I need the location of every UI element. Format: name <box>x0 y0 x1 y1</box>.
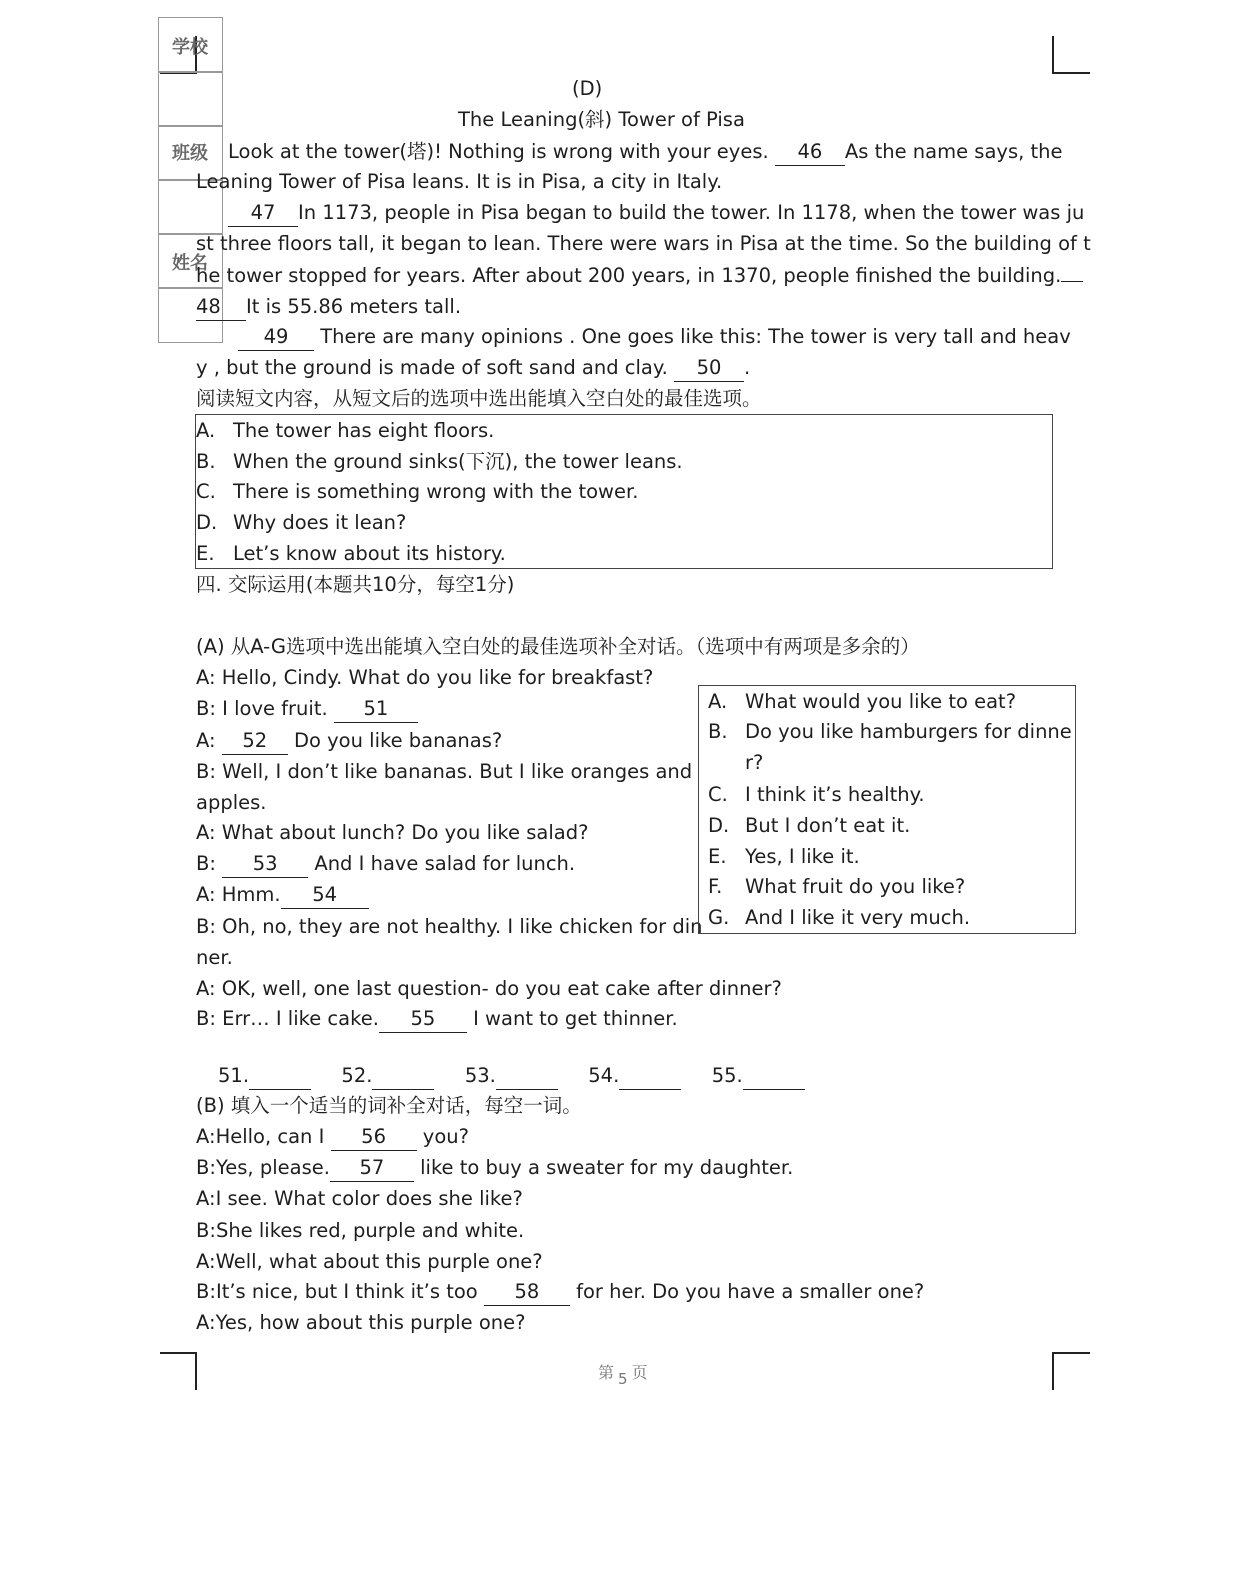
blank-56[interactable]: 56 <box>331 1124 417 1151</box>
answer-55[interactable]: 55. <box>712 1064 805 1087</box>
option-a-G: G. And I like it very much. <box>708 906 971 929</box>
crop-mark-bottom-left <box>160 1352 197 1390</box>
option-d-B: B. When the ground sinks(下沉), the tower leans. <box>196 450 683 473</box>
section-4-title: 四. 交际运用(本题共10分，每空1分) <box>196 573 515 596</box>
blank-58[interactable]: 58 <box>484 1279 570 1306</box>
blank-54[interactable]: 54 <box>281 882 369 909</box>
side-box-2 <box>158 71 223 127</box>
blank-49[interactable]: 49 <box>238 324 314 351</box>
blank-50[interactable]: 50 <box>674 355 744 382</box>
page-number: 第 5 页 <box>598 1363 648 1388</box>
option-d-C: C. There is something wrong with the tower. <box>196 480 639 503</box>
passage-line-7: 49 There are many opinions . One goes like this: The tower is very tall and heav <box>238 324 1071 351</box>
option-d-E: E. Let’s know about its history. <box>196 542 506 565</box>
option-a-C: C. I think it’s healthy. <box>708 783 925 806</box>
answer-53[interactable]: 53. <box>465 1064 558 1087</box>
dialogue-b-6: B:It’s nice, but I think it’s too 58 for her. Do you have a smaller one? <box>196 1279 924 1306</box>
dialogue-a-1: A: Hello, Cindy. What do you like for breakfast? <box>196 666 654 689</box>
answer-54[interactable]: 54. <box>588 1064 681 1087</box>
passage-line-1: Look at the tower(塔)! Nothing is wrong with your eyes. 46 As the name says, the <box>228 139 1063 166</box>
dialogue-b-7: A:Yes, how about this purple one? <box>196 1311 526 1334</box>
answer-52[interactable]: 52. <box>341 1064 434 1087</box>
name-label: 姓名 <box>172 253 208 274</box>
passage-title: The Leaning(斜) Tower of Pisa <box>458 108 745 131</box>
option-a-F: F. What fruit do you like? <box>708 875 966 898</box>
blank-51[interactable]: 51 <box>334 696 418 723</box>
dialogue-a-8b: ner. <box>196 946 233 969</box>
part-b-instruction: (B) 填入一个适当的词补全对话，每空一词。 <box>196 1094 582 1117</box>
dialogue-a-5: A: What about lunch? Do you like salad? <box>196 821 589 844</box>
dialogue-b-5: A:Well, what about this purple one? <box>196 1250 543 1273</box>
dialogue-a-6: B: 53 And I have salad for lunch. <box>196 851 575 878</box>
dialogue-a-9: A: OK, well, one last question- do you eat cake after dinner? <box>196 977 782 1000</box>
passage-line-5: he tower stopped for years. After about 200 years, in 1370, people finished the building. <box>196 263 1083 289</box>
crop-mark-top-right <box>1052 36 1090 74</box>
answer-row <box>218 1063 805 1090</box>
option-a-A: A. What would you like to eat? <box>708 690 1017 713</box>
dialogue-a-2: B: I love fruit. 51 <box>196 696 418 723</box>
blank-48[interactable]: 48 <box>196 294 246 321</box>
option-a-D: D. But I don’t eat it. <box>708 814 911 837</box>
school-label: 学校 <box>172 37 208 58</box>
answer-51[interactable]: 51. <box>218 1064 311 1087</box>
blank-46[interactable]: 46 <box>775 139 845 166</box>
dialogue-a-7: A: Hmm. 54 <box>196 882 369 909</box>
passage-line-3: 47 In 1173, people in Pisa began to build the tower. In 1178, when the tower was ju <box>228 200 1084 227</box>
passage-line-2: Leaning Tower of Pisa leans. It is in Pisa, a city in Italy. <box>196 170 723 193</box>
class-label: 班级 <box>172 143 208 164</box>
dialogue-a-3: A: 52 Do you like bananas? <box>196 728 502 755</box>
passage-line-8: y , but the ground is made of soft sand and clay. 50 . <box>196 355 750 382</box>
option-a-E: E. Yes, I like it. <box>708 845 860 868</box>
crop-mark-bottom-right <box>1052 1352 1090 1390</box>
section-heading: (D) <box>572 77 603 100</box>
dialogue-b-3: A:I see. What color does she like? <box>196 1187 523 1210</box>
blank-53[interactable]: 53 <box>222 851 308 878</box>
dialogue-b-4: B:She likes red, purple and white. <box>196 1219 525 1242</box>
passage-line-6: 48 It is 55.86 meters tall. <box>196 294 461 321</box>
option-a-B: B. Do you like hamburgers for dinne <box>708 720 1072 743</box>
dialogue-b-1: A:Hello, can I 56 you? <box>196 1124 469 1151</box>
dialogue-a-10: B: Err… I like cake. 55 I want to get thinner. <box>196 1006 678 1033</box>
blank-52[interactable]: 52 <box>222 728 288 755</box>
blank-55[interactable]: 55 <box>379 1006 467 1033</box>
dialogue-a-4: B: Well, I don’t like bananas. But I like oranges and <box>196 760 693 783</box>
dialogue-b-2: B:Yes, please. 57 like to buy a sweater for my daughter. <box>196 1155 793 1182</box>
option-d-A: A. The tower has eight floors. <box>196 419 495 442</box>
blank-57[interactable]: 57 <box>330 1155 414 1182</box>
reading-instruction: 阅读短文内容，从短文后的选项中选出能填入空白处的最佳选项。 <box>196 387 762 410</box>
option-a-B-cont: r? <box>745 751 764 774</box>
option-d-D: D. Why does it lean? <box>196 511 407 534</box>
blank-47[interactable]: 47 <box>228 200 298 227</box>
part-a-instruction: (A) 从A-G选项中选出能填入空白处的最佳选项补全对话。（选项中有两项是多余的） <box>196 635 920 658</box>
dialogue-a-4b: apples. <box>196 791 267 814</box>
passage-line-4: st three floors tall, it began to lean. There were wars in Pisa at the time. So the building of t <box>196 232 1091 255</box>
dialogue-a-8: B: Oh, no, they are not healthy. I like chicken for din <box>196 915 703 938</box>
